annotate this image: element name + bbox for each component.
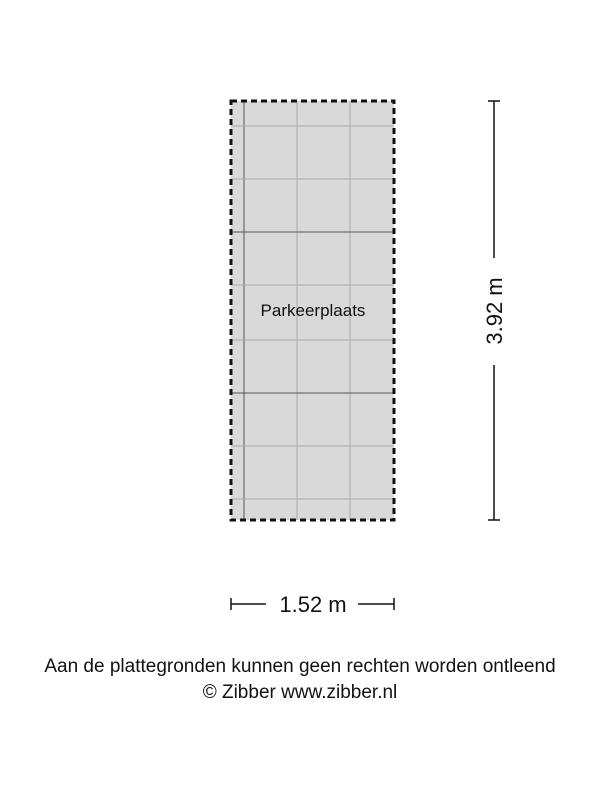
disclaimer-text: Aan de plattegronden kunnen geen rechten worden ontleend — [44, 656, 556, 677]
room-label: Parkeerplaats — [260, 301, 366, 320]
copyright-text: © Zibber www.zibber.nl — [202, 682, 398, 703]
width-label: 1.52 m — [279, 592, 347, 617]
height-label: 3.92 m — [482, 277, 507, 345]
